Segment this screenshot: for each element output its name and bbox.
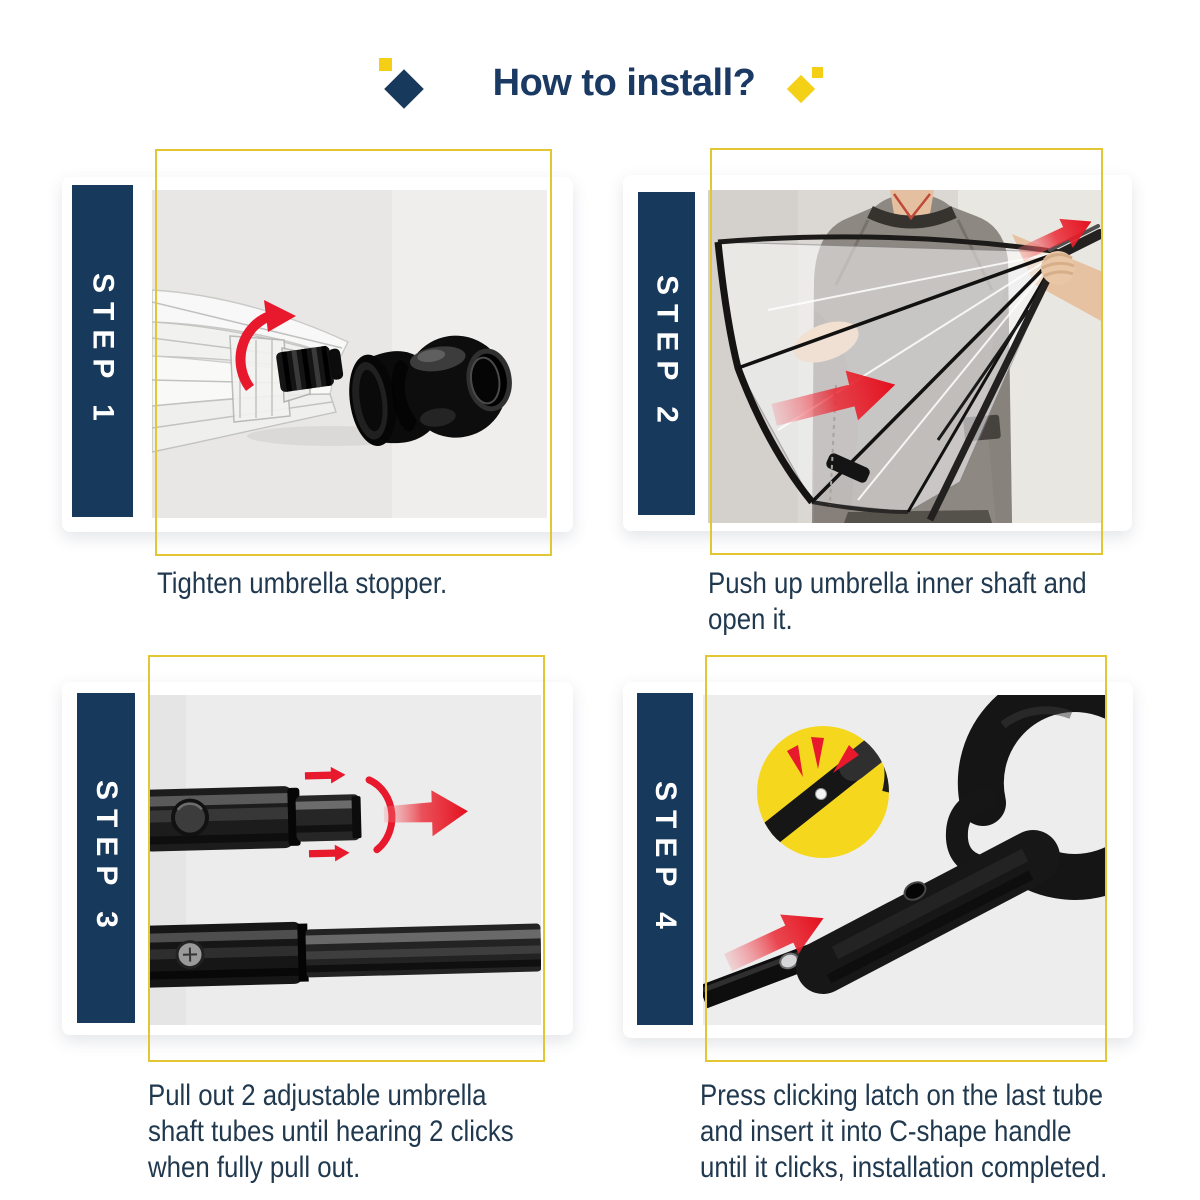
- step-1-caption: [157, 566, 447, 602]
- yellow-square-icon: [812, 67, 823, 78]
- step-3-label-bar: [77, 693, 135, 1023]
- header: [0, 54, 1200, 112]
- step-4-caption: [700, 1078, 1107, 1186]
- caption-line: Press clicking latch on the last tube: [700, 1079, 1103, 1112]
- pull-out-tubes-illustration: [150, 695, 541, 1025]
- c-shape-handle-photo: [703, 695, 1105, 1025]
- step-2-label-bar: [638, 192, 695, 515]
- step-1-label-bar: [72, 185, 133, 517]
- caption-line: shaft tubes until hearing 2 clicks: [148, 1115, 514, 1148]
- caption-line: open it.: [708, 603, 793, 636]
- latch-pin: [816, 789, 827, 800]
- step-3-caption: [148, 1078, 514, 1186]
- caption-line: Tighten umbrella stopper.: [157, 567, 448, 600]
- navy-diamond-icon: [381, 65, 427, 111]
- step-3-label: STEP 3: [90, 779, 123, 937]
- step-2-caption: [708, 566, 1087, 638]
- step-1-label: STEP 1: [86, 272, 120, 430]
- pull-out-tubes-photo: [150, 695, 541, 1025]
- step-4-label: STEP 4: [649, 780, 682, 938]
- caption-line: and insert it into C-shape handle: [700, 1115, 1072, 1148]
- caption-line: Pull out 2 adjustable umbrella: [148, 1079, 487, 1112]
- step-4-label-bar: [637, 693, 693, 1025]
- umbrella-stopper-illustration: [152, 190, 547, 518]
- open-umbrella-illustration: [708, 190, 1103, 523]
- yellow-diamond-icon: [785, 71, 819, 105]
- yellow-square-icon: [379, 58, 392, 71]
- caption-line: until it clicks, installation completed.: [700, 1151, 1108, 1184]
- caption-line: when fully pull out.: [148, 1151, 361, 1184]
- caption-line: Push up umbrella inner shaft and: [708, 567, 1087, 600]
- open-umbrella-photo: [708, 190, 1103, 523]
- gripping-hand: [1041, 251, 1075, 285]
- page-title: How to install?: [492, 61, 756, 104]
- c-shape-handle-illustration: [703, 695, 1105, 1025]
- step-2-label: STEP 2: [650, 275, 684, 432]
- umbrella-stopper-photo: [152, 190, 547, 518]
